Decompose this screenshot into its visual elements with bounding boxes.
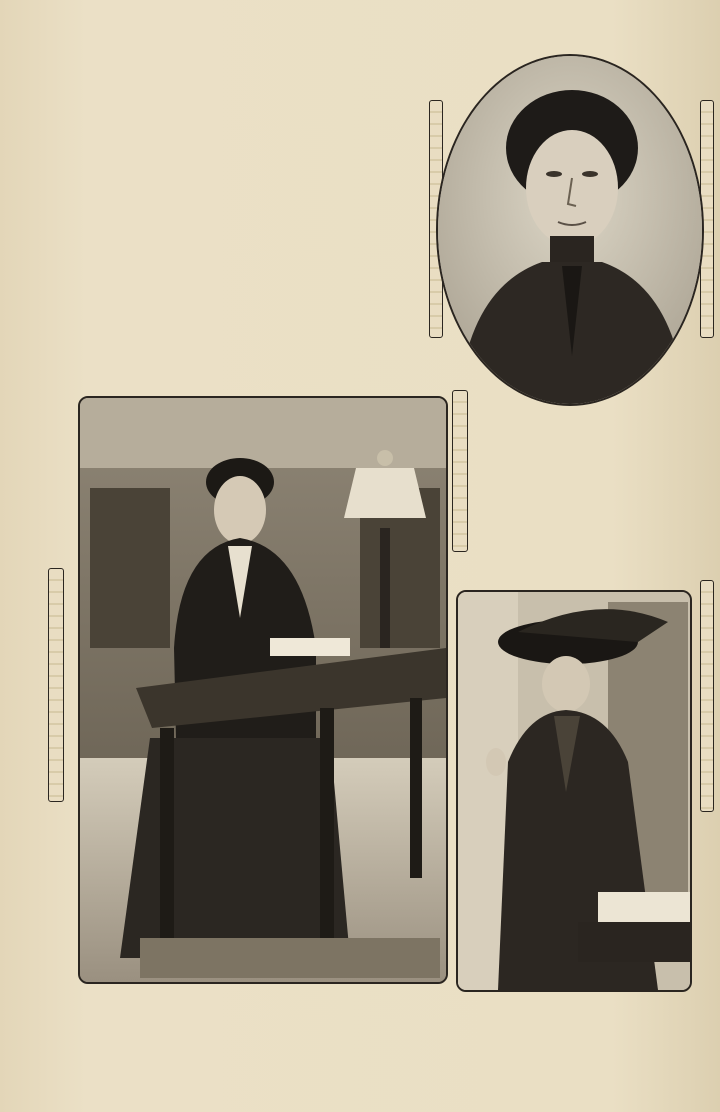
portrait-hubertine-auclert — [436, 54, 704, 406]
decorative-strip — [48, 568, 64, 802]
decorative-strip — [452, 390, 468, 552]
decorative-strip — [700, 580, 714, 812]
photo-illustration — [80, 398, 446, 982]
photo-arria-ly-at-desk — [78, 396, 448, 984]
portrait-illustration — [438, 56, 702, 404]
photo-illustration — [458, 592, 690, 990]
photo-nelly-roussel — [456, 590, 692, 992]
